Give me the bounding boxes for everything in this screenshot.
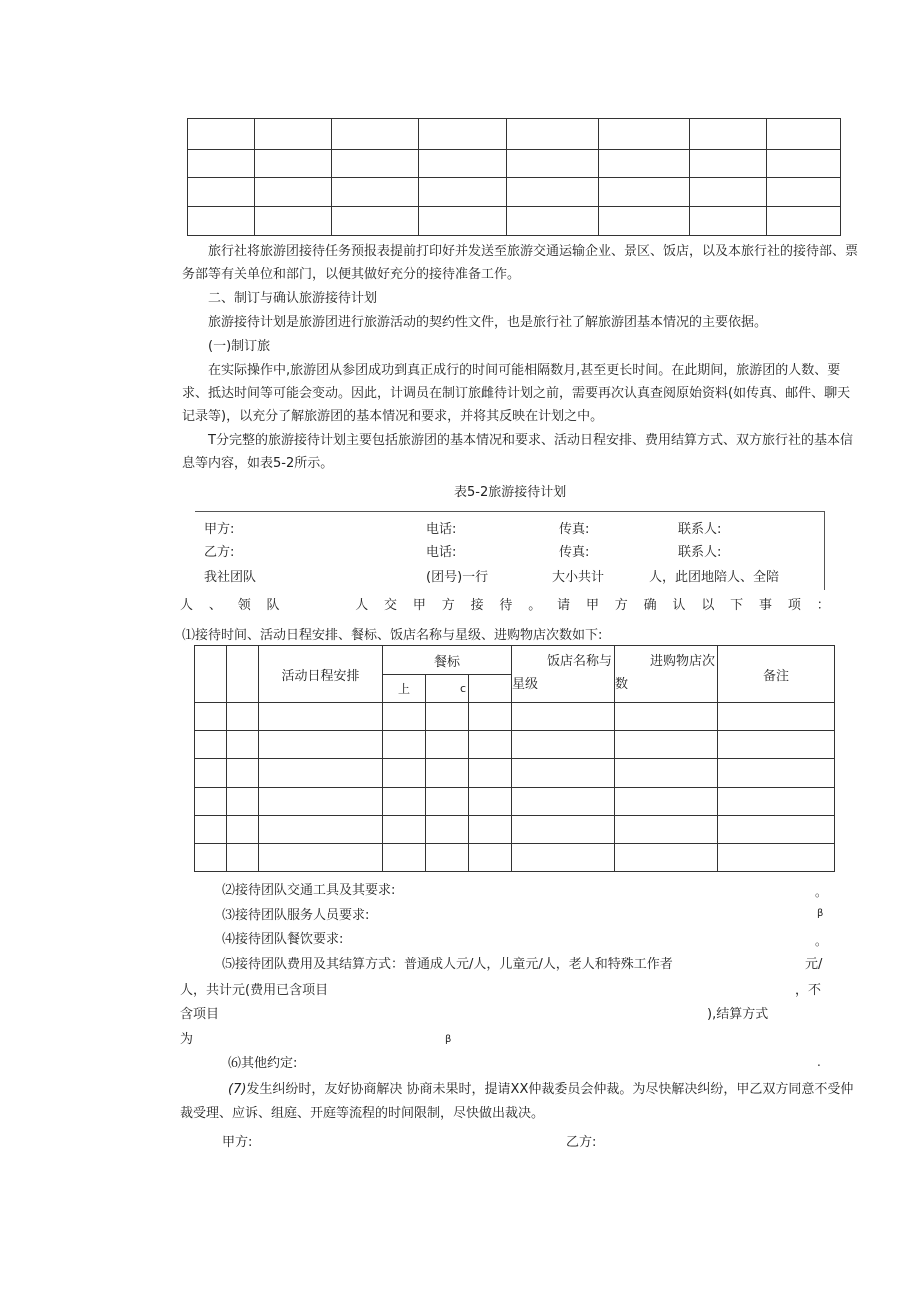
subsection-heading: (一)制订旅	[208, 339, 271, 354]
char: 领	[237, 598, 251, 613]
table-row	[195, 731, 835, 759]
paragraph-4: T分完整的旅游接待计划主要包括旅游团的基本情况和要求、活动日程安排、费用结算方式、双方旅行社的基本信息等内容，如表5-2所示。	[182, 433, 853, 471]
team-text-d: 人，此团地陪人、全陪	[649, 570, 780, 585]
table-caption: 表5-2旅游接待计划	[454, 485, 567, 500]
col-hotel-line1: 饭店名称与	[547, 654, 613, 669]
item-6-text: ⑹其他约定:	[228, 1056, 298, 1071]
char: 队	[266, 598, 280, 613]
char: 请	[557, 598, 571, 613]
phone-label: 电话:	[426, 522, 457, 537]
table-row	[195, 759, 835, 787]
team-text-c: 大小共计	[552, 570, 605, 585]
item-7-number: (7)	[228, 1082, 247, 1097]
party-b-label: 乙方:	[204, 545, 235, 560]
char: 、	[208, 598, 222, 613]
party-a-label: 甲方:	[204, 522, 235, 537]
table-row	[188, 207, 841, 236]
item-4-end: 。	[815, 934, 828, 948]
col-meal: 餐标	[383, 646, 512, 675]
item-3-end: β	[817, 908, 824, 919]
col-activity: 活动日程安排	[259, 646, 383, 703]
paragraph-1: 旅行社将旅游团接待任务预报表提前打印好并发送至旅游交通运输企业、景区、饭店，以及本旅行社的接待部、票务部等有关单位和部门，以便其做好充分的接待准备工作。	[182, 244, 859, 282]
table-row	[188, 150, 841, 178]
item-5-line2-end: ，不	[795, 983, 822, 998]
col-shop	[615, 646, 718, 703]
table-row	[188, 119, 841, 150]
item-2-text: ⑵接待团队交通工具及其要求:	[222, 883, 396, 898]
paragraph-2: 旅游接待计划是旅游团进行旅游活动的契约性文件，也是旅行社了解旅游团基本情况的主要依据。	[208, 315, 768, 330]
table-row	[195, 815, 835, 843]
signature-party-a: 甲方:	[222, 1135, 253, 1150]
contact-label: 联系人:	[678, 545, 722, 560]
item-7-text	[180, 1078, 862, 1126]
fax-label: 传真:	[559, 522, 590, 537]
char: 项	[787, 598, 801, 613]
char: 甲	[412, 598, 426, 613]
item-5-line3-end: ),结算方式	[707, 1007, 769, 1022]
item-4-text: ⑷接待团队餐饮要求:	[222, 932, 344, 947]
table-header-row	[195, 646, 835, 675]
char: 接	[470, 598, 484, 613]
char: 人	[355, 598, 369, 613]
char: 方	[441, 598, 455, 613]
col-meal-sub1: 上	[383, 675, 426, 703]
header-right-border	[824, 511, 825, 590]
table-row	[188, 178, 841, 207]
item-5-line4: 为	[180, 1032, 194, 1047]
col-shop-line2: 数	[615, 677, 629, 692]
char: 下	[730, 598, 744, 613]
char: ：	[816, 598, 830, 613]
item-5-line4-end: β	[445, 1034, 452, 1045]
phone-label: 电话:	[426, 545, 457, 560]
paragraph-3: 在实际操作中,旅游团从参团成功到真正成行的时间可能相隔数月,甚至更长时间。在此期间，旅游团的人数、要求、抵达时间等可能会变动。因此，计调员在制订旅雌待计划之前，需要再次认真查阅原始资料(如传真、邮件、聊天记录等)，以充分了解旅游团的基本情况和要求，并将其反映在计划之中。	[182, 363, 851, 424]
table-row	[195, 703, 835, 731]
col-shop-line1: 进购物店次	[650, 654, 716, 669]
top-empty-table	[187, 118, 841, 236]
char: 人	[180, 598, 194, 613]
char: 。	[528, 598, 542, 613]
char: 待	[499, 598, 513, 613]
col-note: 备注	[718, 646, 835, 703]
team-text-a: 我社团队	[204, 570, 257, 585]
col-hotel	[512, 646, 615, 703]
item-5-text: ⑸接待团队费用及其结算方式：普通成人元/人，儿童元/人，老人和特殊工作者	[222, 957, 673, 972]
char: 认	[672, 598, 686, 613]
team-text-b: (团号)一行	[426, 570, 489, 585]
item-7-paragraph	[180, 1078, 862, 1126]
char: 方	[614, 598, 628, 613]
fax-label: 传真:	[559, 545, 590, 560]
intro-text	[182, 240, 862, 475]
char: 事	[759, 598, 773, 613]
spaced-text-line	[180, 597, 830, 615]
item-3-text: ⑶接待团队服务人员要求:	[222, 908, 370, 923]
section-heading: 二、制订与确认旅游接待计划	[208, 291, 378, 306]
col-hotel-line2: 星级	[512, 677, 539, 692]
table-row	[195, 787, 835, 815]
item-5-line3: 含项目	[180, 1007, 220, 1022]
char: 甲	[585, 598, 599, 613]
gap	[295, 597, 339, 615]
header-top-border	[195, 511, 825, 512]
char: 确	[643, 598, 657, 613]
contact-label: 联系人:	[678, 522, 722, 537]
item-5-line2: 人，共计元(费用已含项目	[180, 983, 329, 998]
item-6-end: .	[817, 1055, 821, 1069]
char: 交	[384, 598, 398, 613]
char: 以	[701, 598, 715, 613]
item-7-body: 发生纠纷时，友好协商解决 协商未果时，提请XX仲裁委员会仲裁。为尽快解决纠纷，甲乙双方同意不受仲裁受理、应诉、组庭、开庭等流程的时间限制，尽快做出裁决。	[180, 1082, 854, 1121]
item-2-end: 。	[815, 885, 828, 899]
item-5-end: 元/	[805, 957, 823, 972]
col-meal-sub2: c	[426, 675, 469, 703]
item-1-text: ⑴接待时间、活动日程安排、餐标、饭店名称与星级、进购物店次数如下:	[182, 628, 603, 643]
schedule-table	[194, 645, 835, 872]
signature-party-b: 乙方:	[566, 1135, 597, 1150]
table-row	[195, 843, 835, 871]
